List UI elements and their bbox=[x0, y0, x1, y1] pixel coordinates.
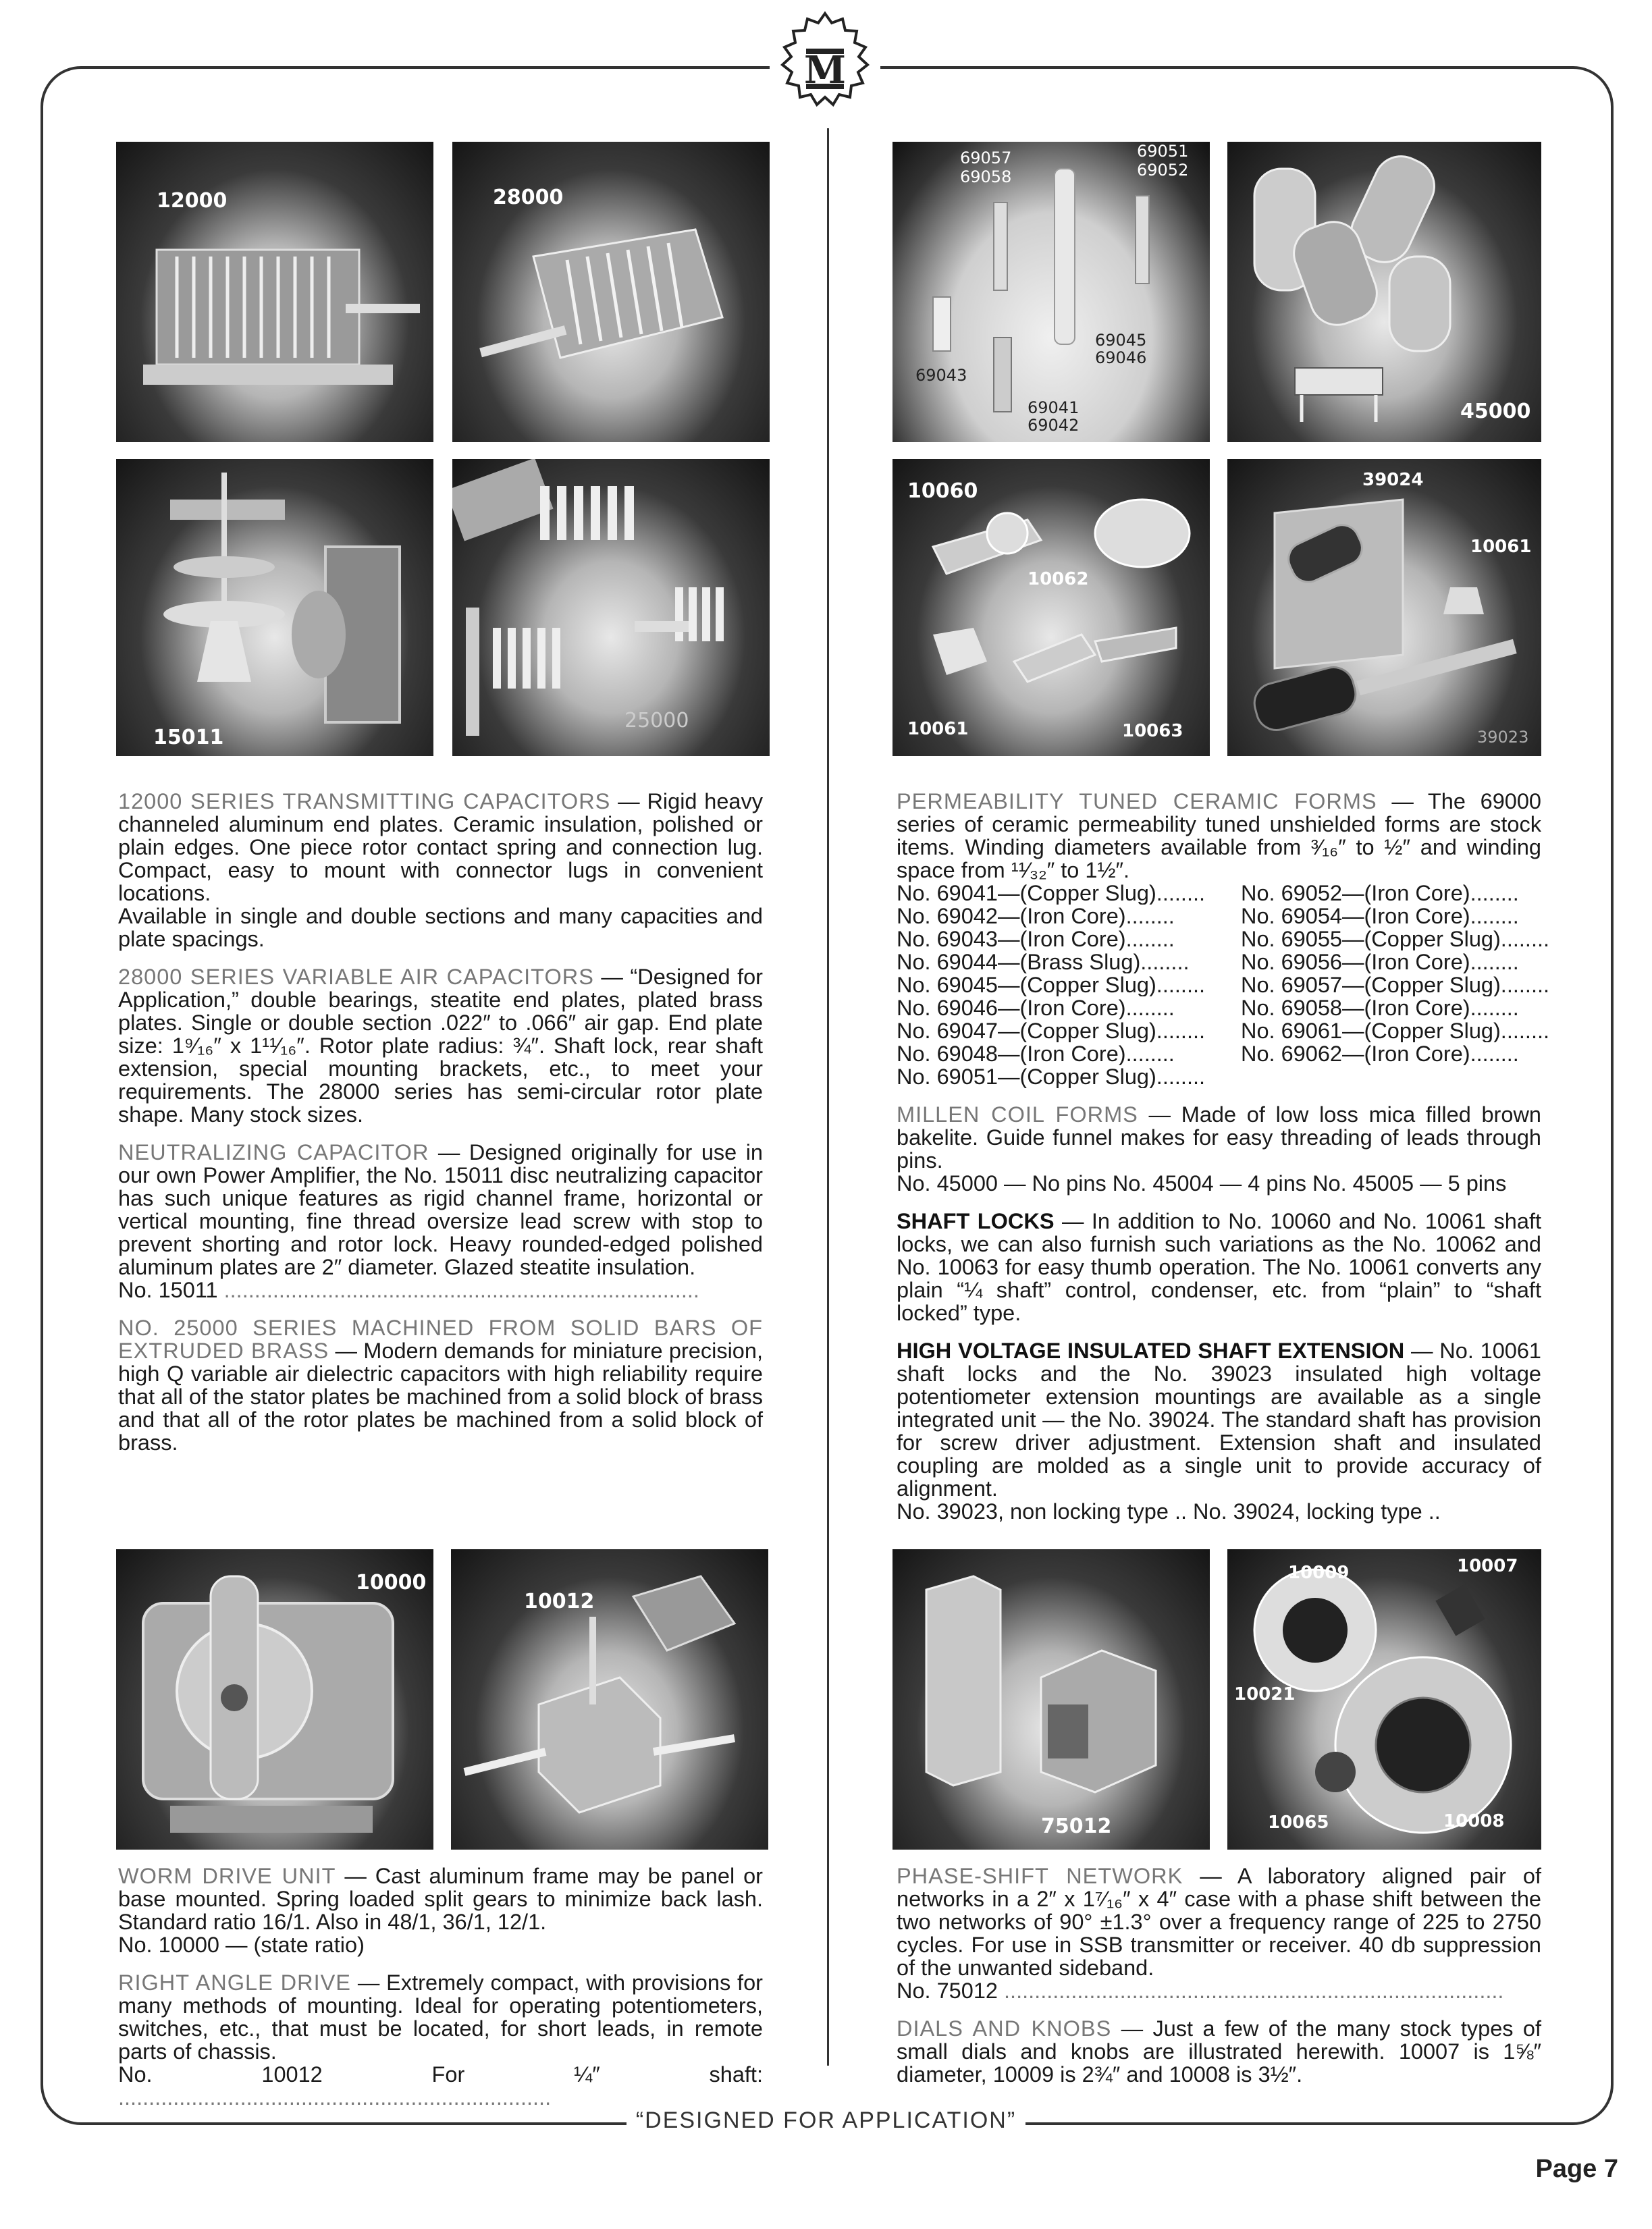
capacitor-25000-description bbox=[118, 1316, 763, 1454]
photo-label: 69058 bbox=[960, 167, 1012, 186]
section-heading: DIALS AND KNOBS bbox=[897, 2016, 1112, 2041]
page-number: Page 7 bbox=[1535, 2155, 1618, 2183]
coil-forms-image bbox=[1227, 142, 1541, 442]
part-list-item: No. 69055—(Copper Slug)........ bbox=[1241, 928, 1550, 950]
part-list-item: No. 69048—(Iron Core)........ bbox=[897, 1042, 1175, 1065]
section-heading: NEUTRALIZING CAPACITOR bbox=[118, 1140, 429, 1164]
photo-right-angle-drive-10012 bbox=[451, 1549, 768, 1850]
photo-hv-extension-39024 bbox=[1227, 459, 1541, 756]
part-number: No. 10012 For ¼″ shaft: bbox=[118, 2062, 763, 2087]
phase-shift-network-image bbox=[892, 1549, 1210, 1850]
photo-capacitor-25000 bbox=[452, 459, 770, 756]
photo-label: 25000 bbox=[624, 709, 689, 732]
section-heading: HIGH VOLTAGE INSULATED SHAFT EXTENSION bbox=[897, 1339, 1405, 1363]
part-list-item: No. 69043—(Iron Core)........ bbox=[897, 928, 1175, 950]
hv-extension-description bbox=[897, 1339, 1541, 1523]
capacitor-12000-image bbox=[116, 142, 433, 442]
part-number: No. 10000 — (state ratio) bbox=[118, 1933, 365, 1957]
photo-label: 10009 bbox=[1288, 1563, 1350, 1583]
photo-label: 69057 bbox=[960, 149, 1012, 167]
millen-logo bbox=[770, 8, 880, 119]
section-heading: PHASE-SHIFT NETWORK bbox=[897, 1864, 1183, 1888]
right-column-lower-text bbox=[897, 1864, 1541, 2101]
section-body: — Extremely compact, with provisions for many methods of mounting. Ideal for operating potentiometers, switches, etc., that must be located, for short leads, in remote parts of chassis. bbox=[118, 1970, 763, 2064]
photo-label: 69046 bbox=[1095, 348, 1147, 367]
section-body: — Just a few of the many stock types of small dials and knobs are illustrated herewith. 10007 is 1⅝″ diameter, 10009 is 2¾″ and 10008 is 3½″. bbox=[897, 2016, 1541, 2087]
part-list-item: No. 69044—(Brass Slug)........ bbox=[897, 950, 1190, 973]
dials-knobs-description bbox=[897, 2017, 1541, 2086]
coil-forms-description bbox=[897, 1103, 1541, 1195]
photo-label: 69041 bbox=[1028, 398, 1080, 417]
section-heading: RIGHT ANGLE DRIVE bbox=[118, 1970, 351, 1995]
part-list-item: No. 69058—(Iron Core)........ bbox=[1241, 996, 1519, 1019]
part-list-item: No. 69052—(Iron Core)........ bbox=[1241, 882, 1519, 905]
part-list-item: No. 69062—(Iron Core)........ bbox=[1241, 1042, 1519, 1065]
part-list-item: No. 69056—(Iron Core)........ bbox=[1241, 950, 1519, 973]
section-body: — A laboratory aligned pair of networks in a 2″ x 1⁷⁄₁₆″ x 4″ case with a phase shift between the two networks of 90° ±1.3° over a frequency range of 225 to 2750 cycles. For use in SSB transmitter or receiver. 40 db suppression of the unwanted sideband. bbox=[897, 1864, 1541, 1980]
worm-drive-description bbox=[118, 1864, 763, 1956]
photo-label: 69051 bbox=[1137, 142, 1189, 161]
right-angle-drive-description: RIGHT ANGLE DRIVE — Extremely compact, with provisions for many methods of mounting. Ideal for operating potentiometers, switches, etc., that must be located, for short leads, in remote parts of chassis. No. 10012 For ¼″ shaft: ....................................................................... bbox=[118, 1970, 763, 2110]
footer-slogan bbox=[0, 2107, 1652, 2134]
photo-label: 10008 bbox=[1443, 1811, 1505, 1831]
part-list-item: No. 69047—(Copper Slug)........ bbox=[897, 1019, 1206, 1042]
photo-label: 10000 bbox=[356, 1571, 427, 1594]
photo-label: 10063 bbox=[1122, 721, 1183, 741]
part-list-item: No. 69045—(Copper Slug)........ bbox=[897, 973, 1206, 996]
part-list-item: No. 69042—(Iron Core)........ bbox=[897, 905, 1175, 928]
photo-label: 69052 bbox=[1137, 161, 1189, 180]
photo-label: 15011 bbox=[153, 726, 224, 749]
photo-capacitor-12000 bbox=[116, 142, 433, 442]
ceramic-forms-image bbox=[892, 142, 1210, 442]
section-body: — In addition to No. 10060 and No. 10061 shaft locks, we can also furnish such variations as the No. 10062 and No. 10063 for easy thumb operation. The No. 10061 converts any plain “¼ shaft” control, condenser, etc. from “plain” to “shaft locked” type. bbox=[897, 1209, 1541, 1325]
part-list-item: No. 69061—(Copper Slug)........ bbox=[1241, 1019, 1550, 1042]
photo-label: 10065 bbox=[1268, 1812, 1329, 1833]
photo-phase-shift-75012 bbox=[892, 1549, 1210, 1850]
left-column-upper-text bbox=[118, 790, 763, 1469]
section-heading: NO. 25000 SERIES MACHINED FROM SOLID BARS OF EXTRUDED BRASS bbox=[118, 1316, 763, 1363]
photo-label: 10007 bbox=[1457, 1556, 1518, 1576]
part-number: No. 15011 bbox=[118, 1278, 218, 1302]
photo-label: 28000 bbox=[493, 186, 564, 209]
left-column-lower-text bbox=[118, 1864, 763, 2124]
column-divider bbox=[827, 128, 829, 2066]
neutralizing-capacitor-description: NEUTRALIZING CAPACITOR — Designed originally for use in our own Power Amplifier, the No. 15011 disc neutralizing capacitor has such unique features as rigid channel frame, horizontal or vertical mounting, fine thread oversize lead screw with stop to prevent shorting and rotor lock. Heavy rounded-edged polished aluminum plates are 2″ diameter. Glazed steatite insulation. No. 15011 .............................................................................. bbox=[118, 1140, 763, 1302]
phase-shift-description: PHASE-SHIFT NETWORK — A laboratory aligned pair of networks in a 2″ x 1⁷⁄₁₆″ x 4″ case with a phase shift between the two networks of 90° ±1.3° over a frequency range of 225 to 2750 cycles. For use in SSB transmitter or receiver. 40 db suppression of the unwanted sideband. No. 75012 .................................................................................. bbox=[897, 1864, 1541, 2003]
right-column-upper-text bbox=[897, 789, 1550, 1538]
gear-logo-icon bbox=[770, 8, 880, 119]
photo-coil-forms-45000 bbox=[1227, 142, 1541, 442]
photo-label: 69043 bbox=[915, 366, 967, 385]
section-heading: 12000 SERIES TRANSMITTING CAPACITORS bbox=[118, 789, 611, 813]
photo-label: 39023 bbox=[1477, 728, 1529, 747]
part-list-item bbox=[1241, 1065, 1558, 1088]
part-number: No. 39023, non locking type .. No. 39024, locking type .. bbox=[897, 1499, 1441, 1524]
capacitor-28000-description bbox=[118, 965, 763, 1126]
part-list-item: No. 69051—(Copper Slug)........ bbox=[897, 1065, 1206, 1088]
section-body: — Modern demands for miniature precision, high Q variable air dielectric capacitors with high reliability require that all of the stator plates be machined from a solid block of brass and that all of the rotor plates be machined from a solid block of brass. bbox=[118, 1339, 763, 1455]
right-angle-drive-image bbox=[451, 1549, 768, 1850]
shaft-locks-description bbox=[897, 1210, 1541, 1324]
photo-label: 45000 bbox=[1460, 400, 1531, 423]
photo-label: 10060 bbox=[907, 479, 978, 503]
section-heading: PERMEABILITY TUNED CERAMIC FORMS bbox=[897, 789, 1377, 813]
section-heading: SHAFT LOCKS bbox=[897, 1209, 1055, 1233]
photo-label: 10012 bbox=[524, 1590, 595, 1613]
part-number: No. 45000 — No pins No. 45004 — 4 pins No. 45005 — 5 pins bbox=[897, 1171, 1507, 1196]
part-list-item: No. 69057—(Copper Slug)........ bbox=[1241, 973, 1550, 996]
section-body: — The 69000 series of ceramic permeability tuned unshielded forms are stock items. Winding diameters available from ³⁄₁₆″ to ½″ and winding space from ¹¹⁄₃₂″ to 1½″. bbox=[897, 789, 1541, 882]
section-heading: MILLEN COIL FORMS bbox=[897, 1102, 1138, 1127]
photo-label: 75012 bbox=[1041, 1815, 1112, 1838]
photo-worm-drive-10000 bbox=[116, 1549, 433, 1850]
section-body: — Cast aluminum frame may be panel or base mounted. Spring loaded split gears to minimize back lash. Standard ratio 16/1. Also in 48/1, 36/1, 12/1. bbox=[118, 1864, 763, 1934]
section-body: — Rigid heavy channeled aluminum end plates. Ceramic insulation, polished or plain edges. One piece rotor contact spring and connection lug. Compact, easy to mount with connector lugs in convenient locations. bbox=[118, 789, 764, 905]
photo-label: 69042 bbox=[1028, 416, 1080, 435]
photo-capacitor-28000 bbox=[452, 142, 770, 442]
section-body: — Made of low loss mica filled brown bakelite. Guide funnel makes for easy threading of leads through pins. bbox=[897, 1102, 1541, 1173]
hv-extension-image bbox=[1227, 459, 1541, 756]
photo-label: 69045 bbox=[1095, 331, 1147, 350]
ceramic-forms-description bbox=[897, 790, 1541, 882]
neutralizing-capacitor-image bbox=[116, 459, 433, 756]
photo-label: 10061 bbox=[1470, 537, 1532, 557]
photo-label: 39024 bbox=[1362, 470, 1424, 490]
part-list-item: No. 69054—(Iron Core)........ bbox=[1241, 905, 1519, 928]
capacitor-25000-image bbox=[452, 459, 770, 756]
photo-label: 10062 bbox=[1028, 569, 1089, 589]
section-body: — Designed originally for use in our own Power Amplifier, the No. 15011 disc neutralizing capacitor has such unique features as rigid channel frame, horizontal or vertical mounting, fine thread oversize lead screw with stop to prevent shorting and rotor lock. Heavy rounded-edged polished aluminum plates are 2″ diameter. Glazed steatite insulation. bbox=[118, 1140, 763, 1279]
section-heading: 28000 SERIES VARIABLE AIR CAPACITORS bbox=[118, 965, 594, 989]
footer-text: “DESIGNED FOR APPLICATION” bbox=[627, 2107, 1025, 2133]
photo-ceramic-forms-69000 bbox=[892, 142, 1210, 442]
ceramic-forms-parts-list bbox=[897, 882, 1550, 1088]
section-body: — No. 10061 shaft locks and the No. 39023 insulated high voltage potentiometer extension mountings are available as a single integrated unit — the No. 39024. The standard shaft has provision for screw driver adjustment. Extension shaft and insulated coupling are molded as a single unit to provide accuracy of alignment. bbox=[897, 1339, 1542, 1501]
section-heading: WORM DRIVE UNIT bbox=[118, 1864, 336, 1888]
part-list-item: No. 69041—(Copper Slug)........ bbox=[897, 882, 1206, 905]
svg-text:M: M bbox=[804, 48, 846, 92]
part-list-item: No. 69046—(Iron Core)........ bbox=[897, 996, 1175, 1019]
photo-label: 10061 bbox=[907, 719, 969, 739]
photo-label: 10021 bbox=[1234, 1684, 1296, 1704]
photo-label: 12000 bbox=[157, 189, 228, 213]
capacitor-12000-description bbox=[118, 790, 763, 950]
photo-dials-knobs bbox=[1227, 1549, 1541, 1850]
part-number: No. 75012 bbox=[897, 1979, 998, 2003]
photo-shaft-locks-10060 bbox=[892, 459, 1210, 756]
photo-neutralizing-15011 bbox=[116, 459, 433, 756]
shaft-locks-image bbox=[892, 459, 1210, 756]
section-body: Available in single and double sections and many capacities and plate spacings. bbox=[118, 904, 763, 951]
section-body: — “Designed for Application,” double bearings, steatite end plates, plated brass plates. Single or double section .022″ to .066″ air gap. End plate size: 1⁹⁄₁₆″ x 1¹¹⁄₁₆″. Rotor plate radius: ¾″. Shaft lock, rear shaft extension, special mounting brackets, etc., to meet your requirements. The 28000 series has semi-circular rotor plate shape. Many stock sizes. bbox=[118, 965, 763, 1127]
